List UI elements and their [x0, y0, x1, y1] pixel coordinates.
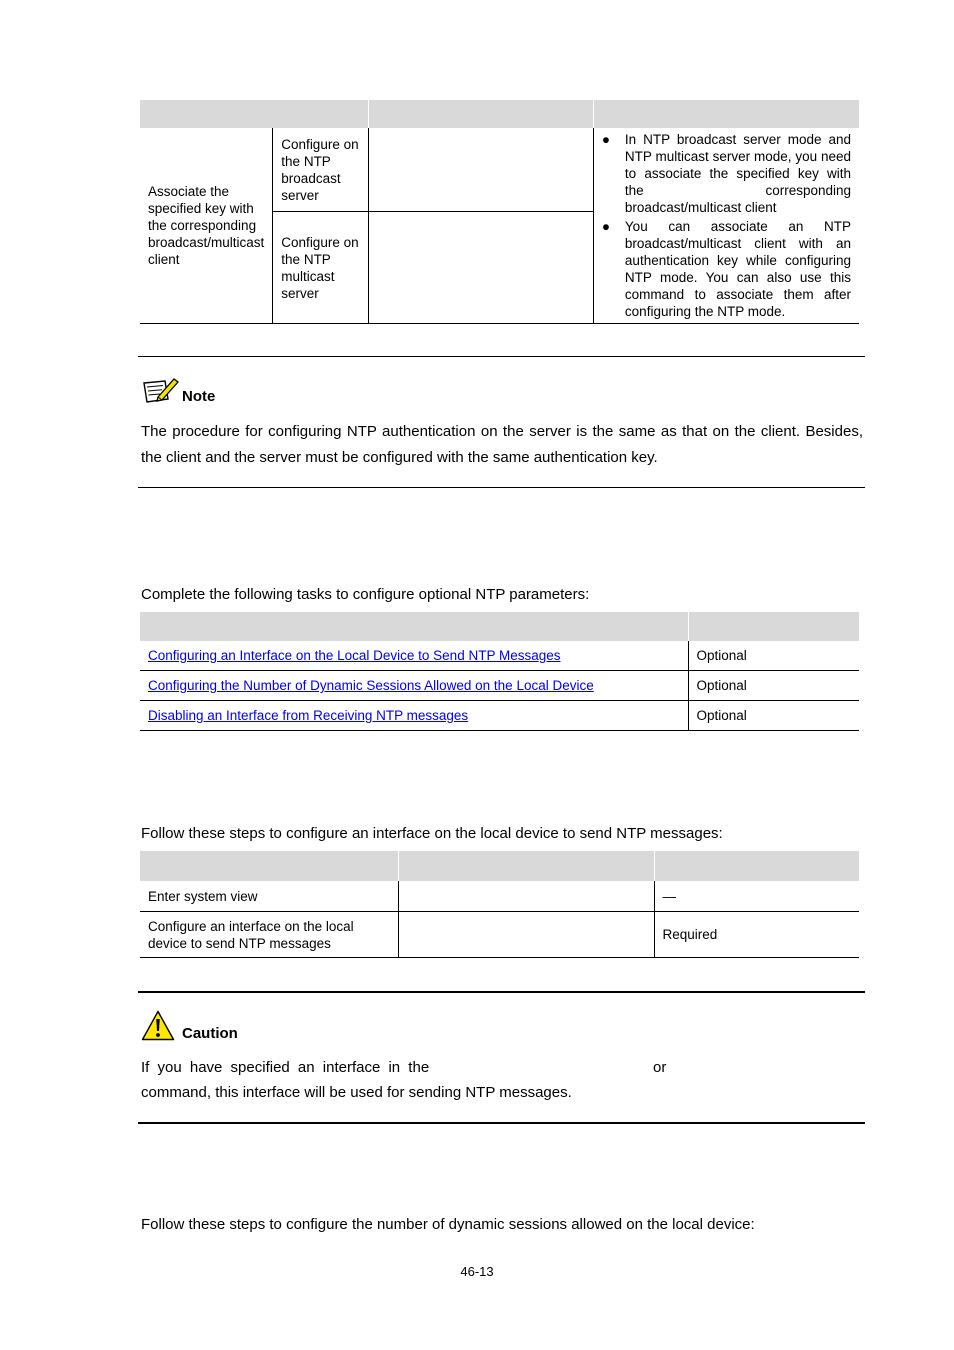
- notes-cell: [593, 128, 859, 324]
- link-send-ntp-interface[interactable]: Configuring an Interface on the Local Device to Send NTP Messages: [148, 648, 561, 663]
- sub-cell-multicast: Configure on the NTP multicast server: [273, 212, 369, 324]
- table-header-row: [140, 851, 859, 881]
- caution-title: Caution: [182, 1025, 238, 1042]
- dynamic-sessions-intro: Follow these steps to configure the number of dynamic sessions allowed on the local device:: [141, 1216, 755, 1233]
- command-cell: [368, 212, 593, 324]
- sub-cell-broadcast: Configure on the NTP broadcast server: [273, 128, 369, 212]
- list-item: ● In NTP broadcast server mode and NTP multicast server mode, you need to associate the specified key with the corresponding broadcast/multicast client: [601, 132, 851, 215]
- command-cell: [368, 128, 593, 212]
- table-row: [140, 671, 859, 701]
- note-bottom-rule: [138, 487, 865, 488]
- caution-text-line-2: command, this interface will be used for sending NTP messages.: [141, 1084, 572, 1101]
- remark-cell: Required: [654, 912, 859, 958]
- table-header-row: [140, 612, 859, 641]
- caution-bottom-rule: [138, 1122, 865, 1124]
- table-header-row: [140, 100, 859, 128]
- table-row: [140, 641, 859, 671]
- notes-list: [602, 131, 851, 320]
- caution-top-rule: [138, 991, 865, 993]
- note-text: The procedure for configuring NTP authentication on the server is the same as that on the client. Besides, the client and the server must be configured with the same authentication key.: [141, 423, 863, 466]
- send-interface-intro: Follow these steps to configure an interface on the local device to send NTP messages:: [141, 825, 723, 842]
- bullet-icon: ●: [601, 132, 611, 147]
- optional-params-intro: Complete the following tasks to configure optional NTP parameters:: [141, 586, 590, 603]
- link-dynamic-sessions[interactable]: Configuring the Number of Dynamic Sessions Allowed on the Local Device: [148, 678, 594, 693]
- send-interface-table: [140, 851, 859, 958]
- row-header-cell: Associate the specified key with the corresponding broadcast/multicast client: [140, 128, 273, 324]
- remark-cell: Optional: [688, 641, 859, 671]
- list-item: ● You can associate an NTP broadcast/multicast client with an authentication key while configuring NTP mode. You can also use this command to associate them after configuring the NTP mode.: [601, 219, 851, 319]
- note-top-rule: [138, 356, 865, 357]
- caution-text-part-1: If you have specified an interface in the: [141, 1059, 430, 1076]
- note-title: Note: [182, 388, 216, 405]
- table-row: [140, 881, 859, 912]
- table-row: [140, 701, 859, 731]
- command-cell: [398, 881, 654, 912]
- optional-params-table: [140, 612, 859, 731]
- step-cell: Enter system view: [140, 881, 398, 912]
- remark-cell: Optional: [688, 671, 859, 701]
- table-row: [140, 128, 859, 212]
- command-cell: [398, 912, 654, 958]
- link-disable-receiving[interactable]: Disabling an Interface from Receiving NTP messages: [148, 708, 469, 723]
- remark-cell: —: [654, 881, 859, 912]
- key-association-table: [140, 100, 859, 324]
- step-cell: Configure an interface on the local device to send NTP messages: [140, 912, 398, 958]
- page-number: 46-13: [460, 1264, 494, 1279]
- table-row: [140, 912, 859, 958]
- bullet-icon: ●: [601, 219, 611, 234]
- pencil-note-icon: [141, 375, 179, 410]
- remark-cell: Optional: [688, 701, 859, 731]
- warning-triangle-icon: [141, 1010, 175, 1046]
- caution-text-part-2: or: [653, 1059, 667, 1076]
